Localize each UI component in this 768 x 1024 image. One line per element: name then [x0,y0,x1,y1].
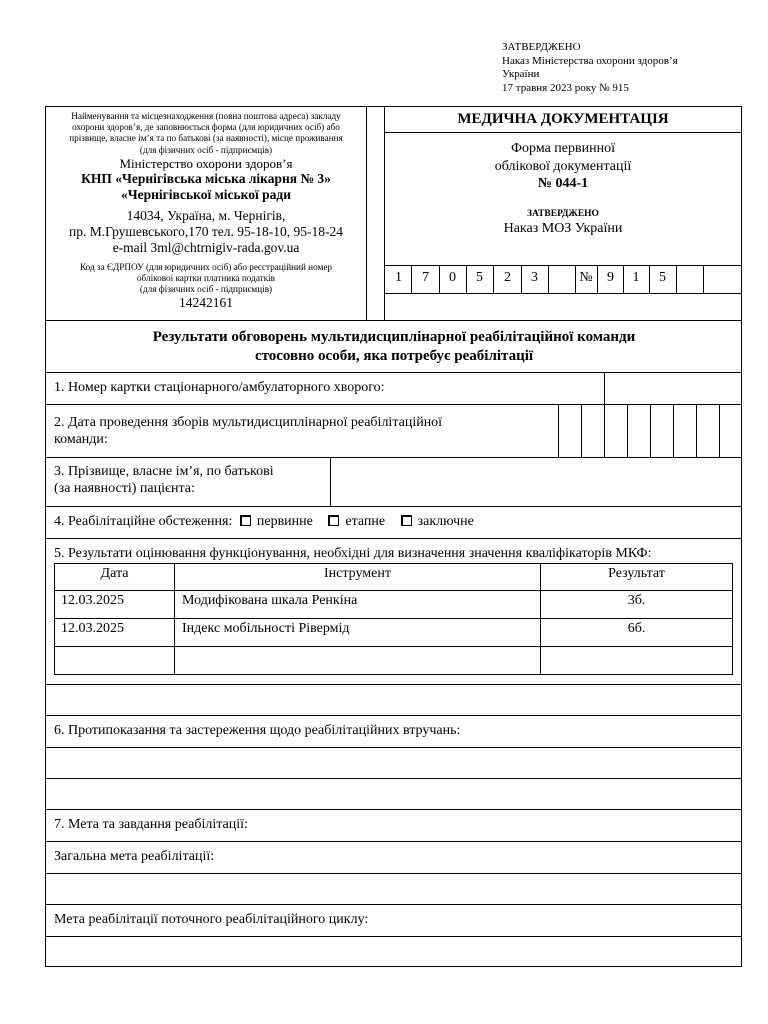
institution-block [50,111,362,311]
rule [46,873,742,874]
section-5-label: 5. Результати оцінювання функціонування, необхідні для визначення значення кваліфікаторів МКФ: [54,546,652,561]
general-goal-label: Загальна мета реабілітації: [54,849,215,864]
option-stage-label: етапне [345,514,386,529]
code-caption-2: облікової картки платника податків [136,273,276,284]
section-2-label [54,414,442,448]
institution-email: e-mail 3ml@chtrnigiv-rada.gov.ua [112,239,300,255]
document-title [46,328,742,366]
code-cell-sep [548,265,549,293]
table-row-2-date: 12.03.2025 [61,621,124,636]
institution-name-2: «Чернігівської міської ради [120,186,292,202]
section-2-line-2: команди: [54,432,108,447]
option-stage[interactable] [328,514,385,529]
current-cycle-goal-label: Мета реабілітації поточного реабілітаційного циклу: [54,912,369,927]
section-7-label: 7. Мета та завдання реабілітації: [54,817,248,832]
institution-caption-3: прізвище, власне ім’я та по батькові (за наявності), місце проживання [69,133,343,144]
table-row-2-result: 6б. [627,621,646,636]
form-line-2: облікової документації [494,158,632,174]
header-title-rule [384,132,742,133]
institution-caption-1: Найменування та місцезнаходження (повна поштова адреса) закладу [71,111,341,121]
assessment-table [54,563,733,675]
option-primary-label: первинне [256,514,313,529]
rule [46,320,742,321]
code-row-bottom [384,293,742,294]
document-title-line-2: стосовно особи, яка потребує реабілітації [254,348,534,364]
code-cell-sep [703,265,704,293]
section-6-label: 6. Протипоказання та застереження щодо реабілітаційних втручань: [54,723,461,738]
approval-note-date: 17 травня 2023 року № 915 [502,81,629,94]
table-row-1-instrument: Модифікована шкала Ренкіна [182,593,358,608]
rule [46,936,742,937]
form-line-1: Форма первинної [510,141,615,156]
section-3-label [54,463,274,497]
institution-address-2: пр. М.Грушевського,170 тел. 95-18-10, 95-18-24 [69,223,343,239]
checkbox-icon[interactable] [240,515,251,526]
approval-note-order: Наказ Міністерства охорони здоров’я [502,54,678,67]
code-cell: 2 [504,270,511,285]
option-final-label: заключне [417,514,474,529]
option-final[interactable] [401,514,474,529]
rule [46,778,742,779]
table-row-2-instrument: Індекс мобільності Рівермід [182,621,350,636]
medical-form [45,106,742,967]
code-cell: 9 [607,270,614,285]
section-4-label: 4. Реабілітаційне обстеження: [54,514,233,529]
section-3-line-2: (за наявності) пацієнта: [54,481,195,496]
form-order: Наказ МОЗ України [503,221,623,236]
form-info [384,140,742,193]
rule [46,715,742,716]
section-3-line-1: 3. Прізвище, власне ім’я, по батькові [54,464,274,479]
document-title-line-1: Результати обговорень мультидисциплінарної реабілітаційної команди [152,329,636,345]
option-primary[interactable] [240,514,313,529]
ministry-name: Міністерство охорони здоров’я [119,155,293,171]
rule [46,747,742,748]
table-header-result: Результат [608,566,665,581]
form-number: № 044-1 [537,176,589,191]
code-cell-sep [676,265,677,293]
table-header-date: Дата [100,566,129,581]
institution-caption-2: охорони здоров’я, де заповнюється форма (для юридичних осіб) або [72,122,340,133]
institution-caption-4: (для фізичних осіб - підприємців) [139,144,273,155]
code-cell: 5 [659,270,666,285]
code-cell: 1 [395,270,402,285]
institution-address-1: 14034, Україна, м. Чернігів, [126,207,286,223]
table-header-instrument: Інструмент [324,566,391,581]
code-cell: 5 [476,270,483,285]
card-number-field[interactable] [605,373,742,404]
code-cell: 1 [632,270,640,285]
section-2-line-1: 2. Дата проведення зборів мультидисциплінарної реабілітаційної [54,415,443,430]
code-row-top [384,265,742,266]
rule [46,684,742,685]
medical-documentation-title: МЕДИЧНА ДОКУМЕНТАЦІЯ [457,111,669,127]
rule [46,538,742,539]
rule [55,590,732,591]
code-caption-3: (для фізичних осіб - підприємців) [139,284,273,295]
rule [46,506,742,507]
checkbox-icon[interactable] [401,515,412,526]
rule [46,809,742,810]
rule [55,618,732,619]
table-row-1-result: 3б. [627,593,646,608]
section-1-label: 1. Номер картки стаціонарного/амбулаторного хворого: [54,380,385,395]
checkbox-icon[interactable] [328,515,339,526]
table-row-3-empty[interactable] [55,647,732,674]
section-4-row [54,513,474,530]
approval-note-title: ЗАТВЕРДЖЕНО [502,41,581,53]
code-cell: 7 [422,270,429,285]
code-caption-1: Код за ЄДРПОУ (для юридичних осіб) або реєстраційний номер [80,261,332,272]
rule [46,841,742,842]
header-divider [366,107,367,320]
code-cell-number-sign: № [579,270,593,285]
meeting-date-field[interactable] [559,405,742,457]
approval-note-country: України [502,68,540,80]
approval-note [502,41,722,95]
form-approved-label: ЗАТВЕРДЖЕНО [527,209,599,219]
code-cell: 0 [449,270,456,285]
edrpou-code: 14242161 [179,295,233,311]
institution-name-1: КНП «Чернігівська міська лікарня № 3» [81,170,331,186]
rule [46,904,742,905]
table-row-1-date: 12.03.2025 [61,593,124,608]
code-cell: 3 [531,270,538,285]
patient-name-field[interactable] [331,458,742,506]
